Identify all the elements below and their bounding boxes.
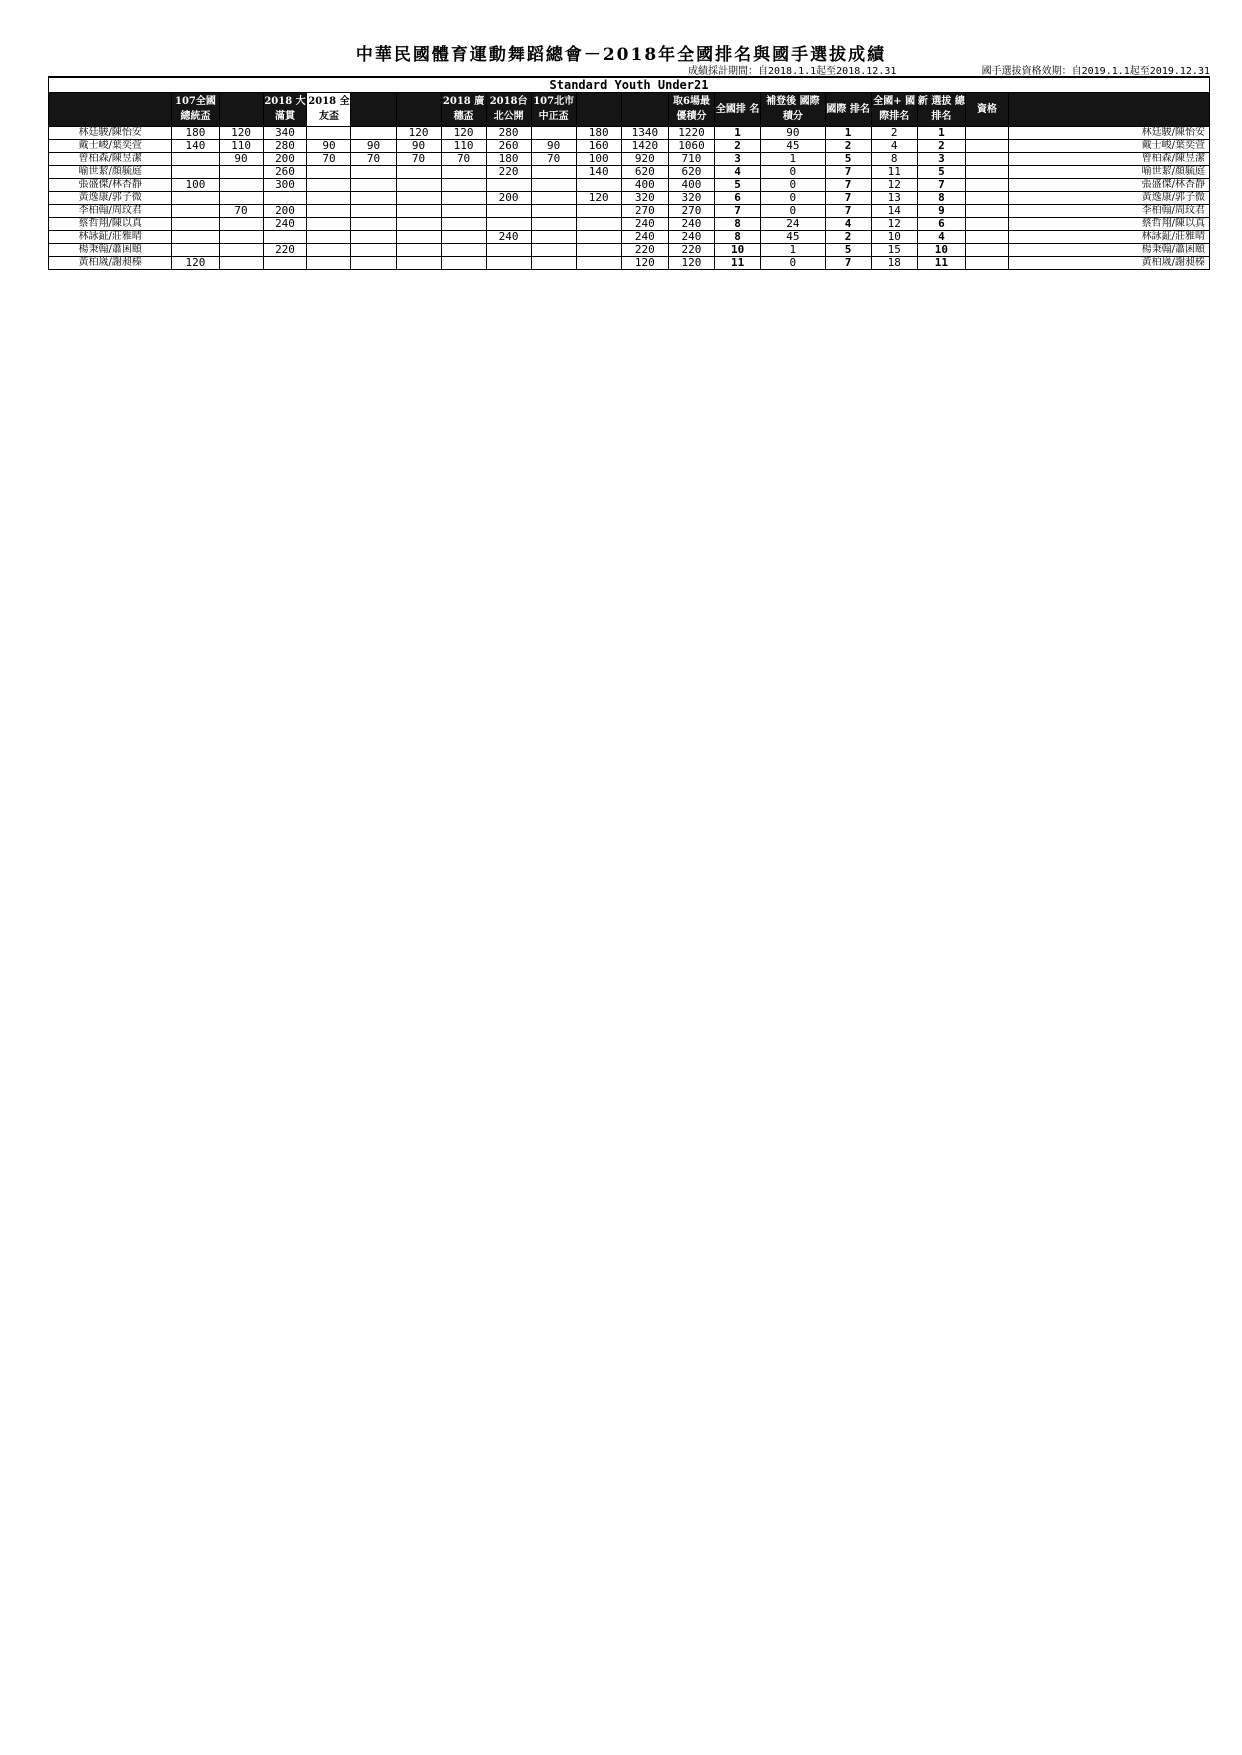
intl-rank-cell: 4 (825, 217, 871, 230)
score-cell (172, 152, 219, 165)
couple-name: 黃逸康/郭子微 (49, 191, 172, 204)
score-cell: 260 (263, 165, 307, 178)
score-cell (307, 217, 351, 230)
combined-rank-cell: 4 (871, 139, 917, 152)
final-rank-cell: 2 (917, 139, 965, 152)
table-row (49, 152, 1210, 165)
score-cell: 180 (172, 126, 219, 139)
score-cell: 280 (486, 126, 531, 139)
score-cell (219, 165, 263, 178)
intl-points-cell: 90 (761, 126, 825, 139)
couple-name-right: 黃逸康/郭子微 (1008, 191, 1209, 204)
score-cell (576, 243, 621, 256)
combined-rank-cell: 10 (871, 230, 917, 243)
final-rank-cell: 10 (917, 243, 965, 256)
score-cell: 110 (441, 139, 486, 152)
header-cell (351, 92, 396, 126)
qualification-cell (966, 152, 1009, 165)
score-cell (441, 191, 486, 204)
total-cell: 400 (621, 178, 668, 191)
intl-rank-cell: 7 (825, 256, 871, 269)
couple-name: 黃柏嵗/謝昶榛 (49, 256, 172, 269)
couple-name-right: 戴士峻/葉奕萱 (1008, 139, 1209, 152)
score-cell: 240 (486, 230, 531, 243)
national-rank-cell: 8 (715, 230, 761, 243)
couple-name: 蔡哲翔/陳以真 (49, 217, 172, 230)
best6-cell: 220 (668, 243, 714, 256)
header-cell (621, 92, 668, 126)
score-cell: 90 (219, 152, 263, 165)
table-row (49, 230, 1210, 243)
score-cell (307, 191, 351, 204)
score-cell: 120 (441, 126, 486, 139)
score-cell (307, 204, 351, 217)
best6-cell: 620 (668, 165, 714, 178)
score-cell: 220 (486, 165, 531, 178)
intl-rank-cell: 7 (825, 165, 871, 178)
intl-rank-cell: 7 (825, 178, 871, 191)
national-rank-cell: 5 (715, 178, 761, 191)
score-cell (441, 230, 486, 243)
score-cell: 180 (576, 126, 621, 139)
score-cell (396, 204, 441, 217)
score-cell (307, 243, 351, 256)
score-cell: 220 (263, 243, 307, 256)
best6-cell: 320 (668, 191, 714, 204)
score-cell: 120 (172, 256, 219, 269)
score-cell (531, 191, 576, 204)
couple-name: 戴士峻/葉奕萱 (49, 139, 172, 152)
score-cell: 120 (576, 191, 621, 204)
total-cell: 620 (621, 165, 668, 178)
score-cell (531, 230, 576, 243)
intl-points-cell: 45 (761, 139, 825, 152)
final-rank-cell: 3 (917, 152, 965, 165)
score-cell: 160 (576, 139, 621, 152)
score-cell: 180 (486, 152, 531, 165)
score-cell: 110 (219, 139, 263, 152)
intl-rank-cell: 2 (825, 139, 871, 152)
score-cell: 120 (219, 126, 263, 139)
intl-points-cell: 0 (761, 165, 825, 178)
score-cell (351, 165, 396, 178)
national-rank-cell: 10 (715, 243, 761, 256)
final-rank-cell: 1 (917, 126, 965, 139)
couple-name: 張盛傑/林杏靜 (49, 178, 172, 191)
final-rank-cell: 7 (917, 178, 965, 191)
score-cell: 240 (263, 217, 307, 230)
score-cell (172, 217, 219, 230)
score-cell: 140 (576, 165, 621, 178)
score-cell (396, 243, 441, 256)
total-cell: 270 (621, 204, 668, 217)
combined-rank-cell: 15 (871, 243, 917, 256)
score-cell (172, 165, 219, 178)
score-cell (219, 178, 263, 191)
total-cell: 240 (621, 217, 668, 230)
score-cell (531, 243, 576, 256)
intl-points-cell: 1 (761, 243, 825, 256)
score-cell: 90 (307, 139, 351, 152)
document-title: 中華民國體育運動舞蹈總會－2018年全國排名與國手選拔成績 (355, 45, 887, 65)
header-cell: 2018台 北公開 (486, 92, 531, 126)
score-cell (531, 217, 576, 230)
final-rank-cell: 5 (917, 165, 965, 178)
couple-name-right: 張盛傑/林杏靜 (1008, 178, 1209, 191)
header-cell: 107全國 總統盃 (172, 92, 219, 126)
couple-name: 喻世絜/顏毓庭 (49, 165, 172, 178)
qualification-cell (966, 191, 1009, 204)
score-cell (219, 230, 263, 243)
couple-name: 林廷駿/陳怡安 (49, 126, 172, 139)
valid-period: 國手選拔資格效期：自2019.1.1起至2019.12.31 (981, 66, 1210, 77)
score-cell: 120 (396, 126, 441, 139)
score-cell (576, 230, 621, 243)
final-rank-cell: 4 (917, 230, 965, 243)
score-cell (486, 217, 531, 230)
score-cell (172, 204, 219, 217)
score-cell (576, 204, 621, 217)
score-cell: 140 (172, 139, 219, 152)
best6-cell: 1220 (668, 126, 714, 139)
total-cell: 1420 (621, 139, 668, 152)
header-cell: 107北市 中正盃 (531, 92, 576, 126)
score-cell (263, 256, 307, 269)
score-cell: 260 (486, 139, 531, 152)
score-cell (307, 126, 351, 139)
score-cell (307, 230, 351, 243)
score-cell: 90 (396, 139, 441, 152)
score-cell: 200 (263, 204, 307, 217)
couple-name: 李柏翰/周玟君 (49, 204, 172, 217)
score-cell: 280 (263, 139, 307, 152)
score-cell: 340 (263, 126, 307, 139)
qualification-cell (966, 204, 1009, 217)
best6-cell: 400 (668, 178, 714, 191)
score-cell (441, 178, 486, 191)
score-cell (396, 256, 441, 269)
combined-rank-cell: 13 (871, 191, 917, 204)
couple-name-right: 喻世絜/顏毓庭 (1008, 165, 1209, 178)
header-cell: 新 選拔 總排名 (917, 92, 965, 126)
header-cell: 2018 全友盃 (307, 92, 351, 126)
total-cell: 220 (621, 243, 668, 256)
intl-points-cell: 0 (761, 191, 825, 204)
table-row (49, 256, 1210, 269)
score-cell (219, 217, 263, 230)
best6-cell: 240 (668, 230, 714, 243)
final-rank-cell: 11 (917, 256, 965, 269)
couple-name-right: 李柏翰/周玟君 (1008, 204, 1209, 217)
score-cell (396, 178, 441, 191)
couple-name-right: 黃柏嵗/謝昶榛 (1008, 256, 1209, 269)
best6-cell: 270 (668, 204, 714, 217)
score-cell (576, 178, 621, 191)
national-rank-cell: 7 (715, 204, 761, 217)
qualification-cell (966, 178, 1009, 191)
intl-rank-cell: 5 (825, 152, 871, 165)
table-row (49, 139, 1210, 152)
qualification-cell (966, 217, 1009, 230)
national-rank-cell: 4 (715, 165, 761, 178)
national-rank-cell: 1 (715, 126, 761, 139)
score-cell (576, 256, 621, 269)
score-cell (396, 230, 441, 243)
header-cell: 取6場最 優積分 (668, 92, 714, 126)
header-cell (396, 92, 441, 126)
table-row (49, 243, 1210, 256)
score-cell: 70 (396, 152, 441, 165)
intl-rank-cell: 7 (825, 204, 871, 217)
qualification-cell (966, 243, 1009, 256)
header-cell: 全國+ 國際排名 (871, 92, 917, 126)
ranking-table-standard-youth-u21 (48, 76, 1210, 270)
combined-rank-cell: 2 (871, 126, 917, 139)
score-cell (396, 217, 441, 230)
combined-rank-cell: 12 (871, 178, 917, 191)
score-cell (531, 126, 576, 139)
score-cell: 200 (263, 152, 307, 165)
couple-name-right: 林詠鉦/莊雅晴 (1008, 230, 1209, 243)
score-cell: 70 (441, 152, 486, 165)
score-cell (396, 191, 441, 204)
score-cell (307, 165, 351, 178)
qualification-cell (966, 256, 1009, 269)
national-rank-cell: 2 (715, 139, 761, 152)
qualification-cell (966, 139, 1009, 152)
best6-cell: 240 (668, 217, 714, 230)
qualification-cell (966, 230, 1009, 243)
header-cell: 補登後 國際積分 (761, 92, 825, 126)
score-cell (172, 191, 219, 204)
final-rank-cell: 8 (917, 191, 965, 204)
score-cell (307, 178, 351, 191)
national-rank-cell: 8 (715, 217, 761, 230)
qualification-cell (966, 165, 1009, 178)
score-cell: 100 (172, 178, 219, 191)
couple-name: 曾柏森/陳昱潔 (49, 152, 172, 165)
national-rank-cell: 11 (715, 256, 761, 269)
header-cell: 全國排 名 (715, 92, 761, 126)
score-cell: 70 (351, 152, 396, 165)
total-cell: 240 (621, 230, 668, 243)
header-cell: 國際 排名 (825, 92, 871, 126)
intl-points-cell: 24 (761, 217, 825, 230)
intl-points-cell: 0 (761, 204, 825, 217)
score-cell (351, 126, 396, 139)
score-cell (351, 191, 396, 204)
couple-name-right: 蔡哲翔/陳以真 (1008, 217, 1209, 230)
score-cell (351, 230, 396, 243)
table-header-row (49, 92, 1210, 126)
best6-cell: 710 (668, 152, 714, 165)
score-cell (396, 165, 441, 178)
combined-rank-cell: 18 (871, 256, 917, 269)
best6-cell: 120 (668, 256, 714, 269)
combined-rank-cell: 8 (871, 152, 917, 165)
score-cell: 200 (486, 191, 531, 204)
score-cell (441, 243, 486, 256)
table-row (49, 191, 1210, 204)
score-cell (172, 230, 219, 243)
intl-rank-cell: 7 (825, 191, 871, 204)
intl-points-cell: 0 (761, 178, 825, 191)
score-cell (486, 256, 531, 269)
table-row (49, 178, 1210, 191)
header-cell (1008, 92, 1209, 126)
intl-points-cell: 45 (761, 230, 825, 243)
intl-points-cell: 0 (761, 256, 825, 269)
header-cell (219, 92, 263, 126)
national-rank-cell: 3 (715, 152, 761, 165)
total-cell: 920 (621, 152, 668, 165)
intl-rank-cell: 5 (825, 243, 871, 256)
score-cell (219, 243, 263, 256)
period-row (48, 62, 1210, 76)
national-rank-cell: 6 (715, 191, 761, 204)
intl-points-cell: 1 (761, 152, 825, 165)
final-rank-cell: 6 (917, 217, 965, 230)
best6-cell: 1060 (668, 139, 714, 152)
score-cell (531, 178, 576, 191)
score-cell (531, 256, 576, 269)
score-cell (441, 217, 486, 230)
score-cell (219, 191, 263, 204)
score-cell: 90 (351, 139, 396, 152)
couple-name-right: 林廷駿/陳怡安 (1008, 126, 1209, 139)
score-cell (441, 256, 486, 269)
header-cell (576, 92, 621, 126)
calc-period: 成績採計期間：自2018.1.1起至2018.12.31 (688, 66, 897, 77)
score-cell (351, 204, 396, 217)
score-cell (486, 204, 531, 217)
score-cell (486, 178, 531, 191)
score-cell (351, 178, 396, 191)
qualification-cell (966, 126, 1009, 139)
table-row (49, 126, 1210, 139)
score-cell: 70 (307, 152, 351, 165)
intl-rank-cell: 1 (825, 126, 871, 139)
score-cell: 90 (531, 139, 576, 152)
header-cell: 2018 大滿貫 (263, 92, 307, 126)
table-caption: Standard Youth Under21 (49, 77, 1210, 92)
couple-name: 林詠鉦/莊雅晴 (49, 230, 172, 243)
header-cell: 2018 廣穗盃 (441, 92, 486, 126)
table-row (49, 165, 1210, 178)
couple-name-right: 曾柏森/陳昱潔 (1008, 152, 1209, 165)
score-cell (263, 230, 307, 243)
final-rank-cell: 9 (917, 204, 965, 217)
score-cell (531, 204, 576, 217)
total-cell: 120 (621, 256, 668, 269)
combined-rank-cell: 11 (871, 165, 917, 178)
score-cell (219, 256, 263, 269)
score-cell (441, 204, 486, 217)
couple-name: 楊秉翰/蕭囷頤 (49, 243, 172, 256)
combined-rank-cell: 12 (871, 217, 917, 230)
score-cell (172, 243, 219, 256)
total-cell: 320 (621, 191, 668, 204)
score-cell: 300 (263, 178, 307, 191)
score-cell (263, 191, 307, 204)
score-cell: 70 (531, 152, 576, 165)
score-cell (351, 217, 396, 230)
table-row (49, 217, 1210, 230)
score-cell: 70 (219, 204, 263, 217)
score-cell (351, 243, 396, 256)
header-cell (49, 92, 172, 126)
score-cell (351, 256, 396, 269)
score-cell (576, 217, 621, 230)
couple-name-right: 楊秉翰/蕭囷頤 (1008, 243, 1209, 256)
score-cell (307, 256, 351, 269)
combined-rank-cell: 14 (871, 204, 917, 217)
score-cell: 100 (576, 152, 621, 165)
score-cell (531, 165, 576, 178)
table-row (49, 204, 1210, 217)
score-cell (441, 165, 486, 178)
header-cell: 資格 (966, 92, 1009, 126)
intl-rank-cell: 2 (825, 230, 871, 243)
total-cell: 1340 (621, 126, 668, 139)
score-cell (486, 243, 531, 256)
